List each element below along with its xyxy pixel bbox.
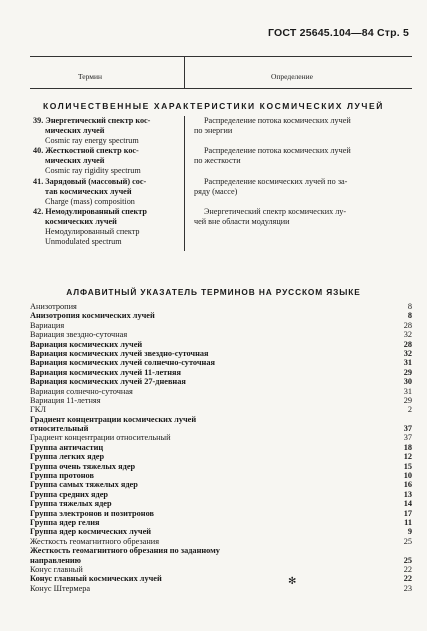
term-line: 39. Энергетический спектр кос- <box>33 116 151 125</box>
section-title: КОЛИЧЕСТВЕННЫЕ ХАРАКТЕРИСТИКИ КОСМИЧЕСКИХ ЛУЧЕЙ <box>43 101 384 111</box>
index-row <box>30 311 412 320</box>
index-term: Вариация звездно-суточная <box>30 330 128 340</box>
index-row <box>30 537 412 546</box>
index-term: Группа электронов и позитронов <box>30 508 155 518</box>
index-row <box>30 377 412 386</box>
index-term: Конус главный космических лучей <box>30 574 162 584</box>
definition-line: чей вне области модуляции <box>194 216 290 226</box>
index-row <box>30 471 412 480</box>
index-row <box>30 509 412 518</box>
index-term: направлению <box>30 555 81 565</box>
definition-line: по жесткости <box>194 156 241 166</box>
index-term: Анизотропия <box>30 302 77 311</box>
term-line: Cosmic ray rigidity spectrum <box>45 166 141 176</box>
index-term: Группа тяжелых ядер <box>30 499 112 509</box>
index-term: Группа очень тяжелых ядер <box>30 461 136 471</box>
index-page: 28 <box>403 320 412 330</box>
index-row <box>30 321 412 330</box>
index-page: 16 <box>403 480 412 490</box>
index-page: 25 <box>403 536 412 546</box>
asterisk-mark: ✻ <box>288 576 297 587</box>
index-term: Группа античастиц <box>30 442 104 452</box>
definition-42 <box>194 207 416 227</box>
index-term: Вариация космических лучей <box>30 339 143 349</box>
index-term: Вариация космических лучей 27-дневная <box>30 377 186 387</box>
table-head-rule <box>30 88 412 89</box>
definition-39 <box>194 116 416 146</box>
term-line: 40. Жесткостной спектр кос- <box>33 146 139 156</box>
index-page: 9 <box>407 527 412 537</box>
index-term: Градиент концентрации космических лучей <box>30 414 197 424</box>
index-page: 29 <box>403 367 412 377</box>
term-line: Charge (mass) composition <box>45 196 135 206</box>
index-term: Группа средних ядер <box>30 489 109 499</box>
index-term: Вариация <box>30 320 65 330</box>
index-term: Группа самых тяжелых ядер <box>30 480 138 490</box>
index-term: относительный <box>30 424 89 434</box>
index-term: Вариация космических лучей 11-летняя <box>30 367 182 377</box>
index-page <box>394 546 412 555</box>
index-page: 32 <box>403 330 412 340</box>
definition-line: по энергии <box>194 126 233 136</box>
index-page: 37 <box>403 433 412 443</box>
term-line: тав космических лучей <box>45 186 132 196</box>
index-row <box>30 415 412 424</box>
index-page: 15 <box>403 461 412 471</box>
index-page: 22 <box>403 564 412 574</box>
index-page <box>394 415 412 424</box>
column-head-definition: Определение <box>271 72 313 81</box>
index-row <box>30 405 412 414</box>
index-row <box>30 565 412 574</box>
index-page: 14 <box>403 499 412 509</box>
definitions-column <box>194 116 416 227</box>
table-top-rule <box>30 56 412 57</box>
index-page: 37 <box>403 424 412 434</box>
index-page: 8 <box>407 311 412 321</box>
index-row <box>30 584 412 593</box>
index-page: 25 <box>403 555 412 565</box>
index-row <box>30 387 412 396</box>
index-term: Жесткость геомагнитного обрезания <box>30 536 160 546</box>
definition-line: Распределение космических лучей по за- <box>204 176 348 186</box>
index-row <box>30 452 412 461</box>
index-page: 31 <box>403 386 412 396</box>
index-term: Вариация космических лучей звездно-суточная <box>30 348 209 358</box>
index-row <box>30 556 412 565</box>
index-row <box>30 368 412 377</box>
index-row <box>30 518 412 527</box>
index-page: 13 <box>403 489 412 499</box>
index-term: Жесткость геомагнитного обрезания по заданному <box>30 546 220 556</box>
index-row <box>30 462 412 471</box>
term-line: Cosmic ray energy spectrum <box>45 136 139 146</box>
term-line: 41. Зарядовый (массовый) сос- <box>33 176 147 186</box>
definition-40 <box>194 146 416 176</box>
index-row <box>30 349 412 358</box>
definition-line: Распределение потока космических лучей <box>204 146 351 156</box>
index-row <box>30 358 412 367</box>
index-page: 23 <box>403 583 412 593</box>
index-row <box>30 480 412 489</box>
definition-line: Энергетический спектр космических лу- <box>204 206 347 216</box>
index-page: 17 <box>403 508 412 518</box>
index-page: 12 <box>403 452 412 462</box>
terms-column <box>33 116 183 247</box>
index-page: 2 <box>407 405 412 415</box>
definition-line: Распределение потока космических лучей <box>204 116 351 125</box>
index-page: 22 <box>403 574 412 584</box>
index-page: 29 <box>403 395 412 405</box>
index-term: Группа ядер космических лучей <box>30 527 152 537</box>
column-divider-body <box>184 116 185 251</box>
index-term: Вариация космических лучей солнечно-суточная <box>30 358 215 368</box>
index-page: 10 <box>403 471 412 481</box>
index-row <box>30 396 412 405</box>
term-line: мических лучей <box>45 126 105 136</box>
term-line: Unmodulated spectrum <box>45 237 122 247</box>
index-page: 31 <box>403 358 412 368</box>
index-row <box>30 443 412 452</box>
definition-41 <box>194 177 416 207</box>
index-page: 28 <box>403 339 412 349</box>
term-line: космических лучей <box>45 216 117 226</box>
index-page: 32 <box>403 348 412 358</box>
definition-line: ряду (массе) <box>194 186 238 196</box>
term-line: 42. Немодулированный спектр <box>33 206 147 216</box>
index-page: 30 <box>403 377 412 387</box>
index-term: Градиент концентрации относительный <box>30 433 171 443</box>
page-header: ГОСТ 25645.104—84 Стр. 5 <box>268 27 409 39</box>
index-list <box>30 302 412 593</box>
index-term: Группа протонов <box>30 471 94 481</box>
index-row <box>30 527 412 536</box>
index-term: Группа легких ядер <box>30 452 105 462</box>
index-row <box>30 330 412 339</box>
index-row <box>30 499 412 508</box>
index-page: 18 <box>403 442 412 452</box>
term-line: Немодулированный спектр <box>45 227 140 237</box>
column-divider-head <box>184 56 185 88</box>
index-page: 11 <box>404 517 412 527</box>
index-term: Анизотропия космических лучей <box>30 311 155 321</box>
index-row <box>30 433 412 442</box>
index-term: Вариация 11-летняя <box>30 395 101 405</box>
index-term: Конус главный <box>30 564 83 574</box>
index-term: ГКЛ <box>30 405 46 415</box>
index-page: 8 <box>407 302 412 311</box>
index-row <box>30 574 412 583</box>
index-row <box>30 302 412 311</box>
index-title: АЛФАВИТНЫЙ УКАЗАТЕЛЬ ТЕРМИНОВ НА РУССКОМ ЯЗЫКЕ <box>66 287 361 297</box>
index-term: Вариация солнечно-суточная <box>30 386 133 396</box>
index-row <box>30 490 412 499</box>
term-line: мических лучей <box>45 156 105 166</box>
index-row <box>30 340 412 349</box>
index-row <box>30 424 412 433</box>
index-term: Группа ядер гелия <box>30 517 100 527</box>
index-term: Конус Штермера <box>30 583 91 593</box>
index-row <box>30 546 412 555</box>
column-head-term: Термин <box>78 72 103 81</box>
